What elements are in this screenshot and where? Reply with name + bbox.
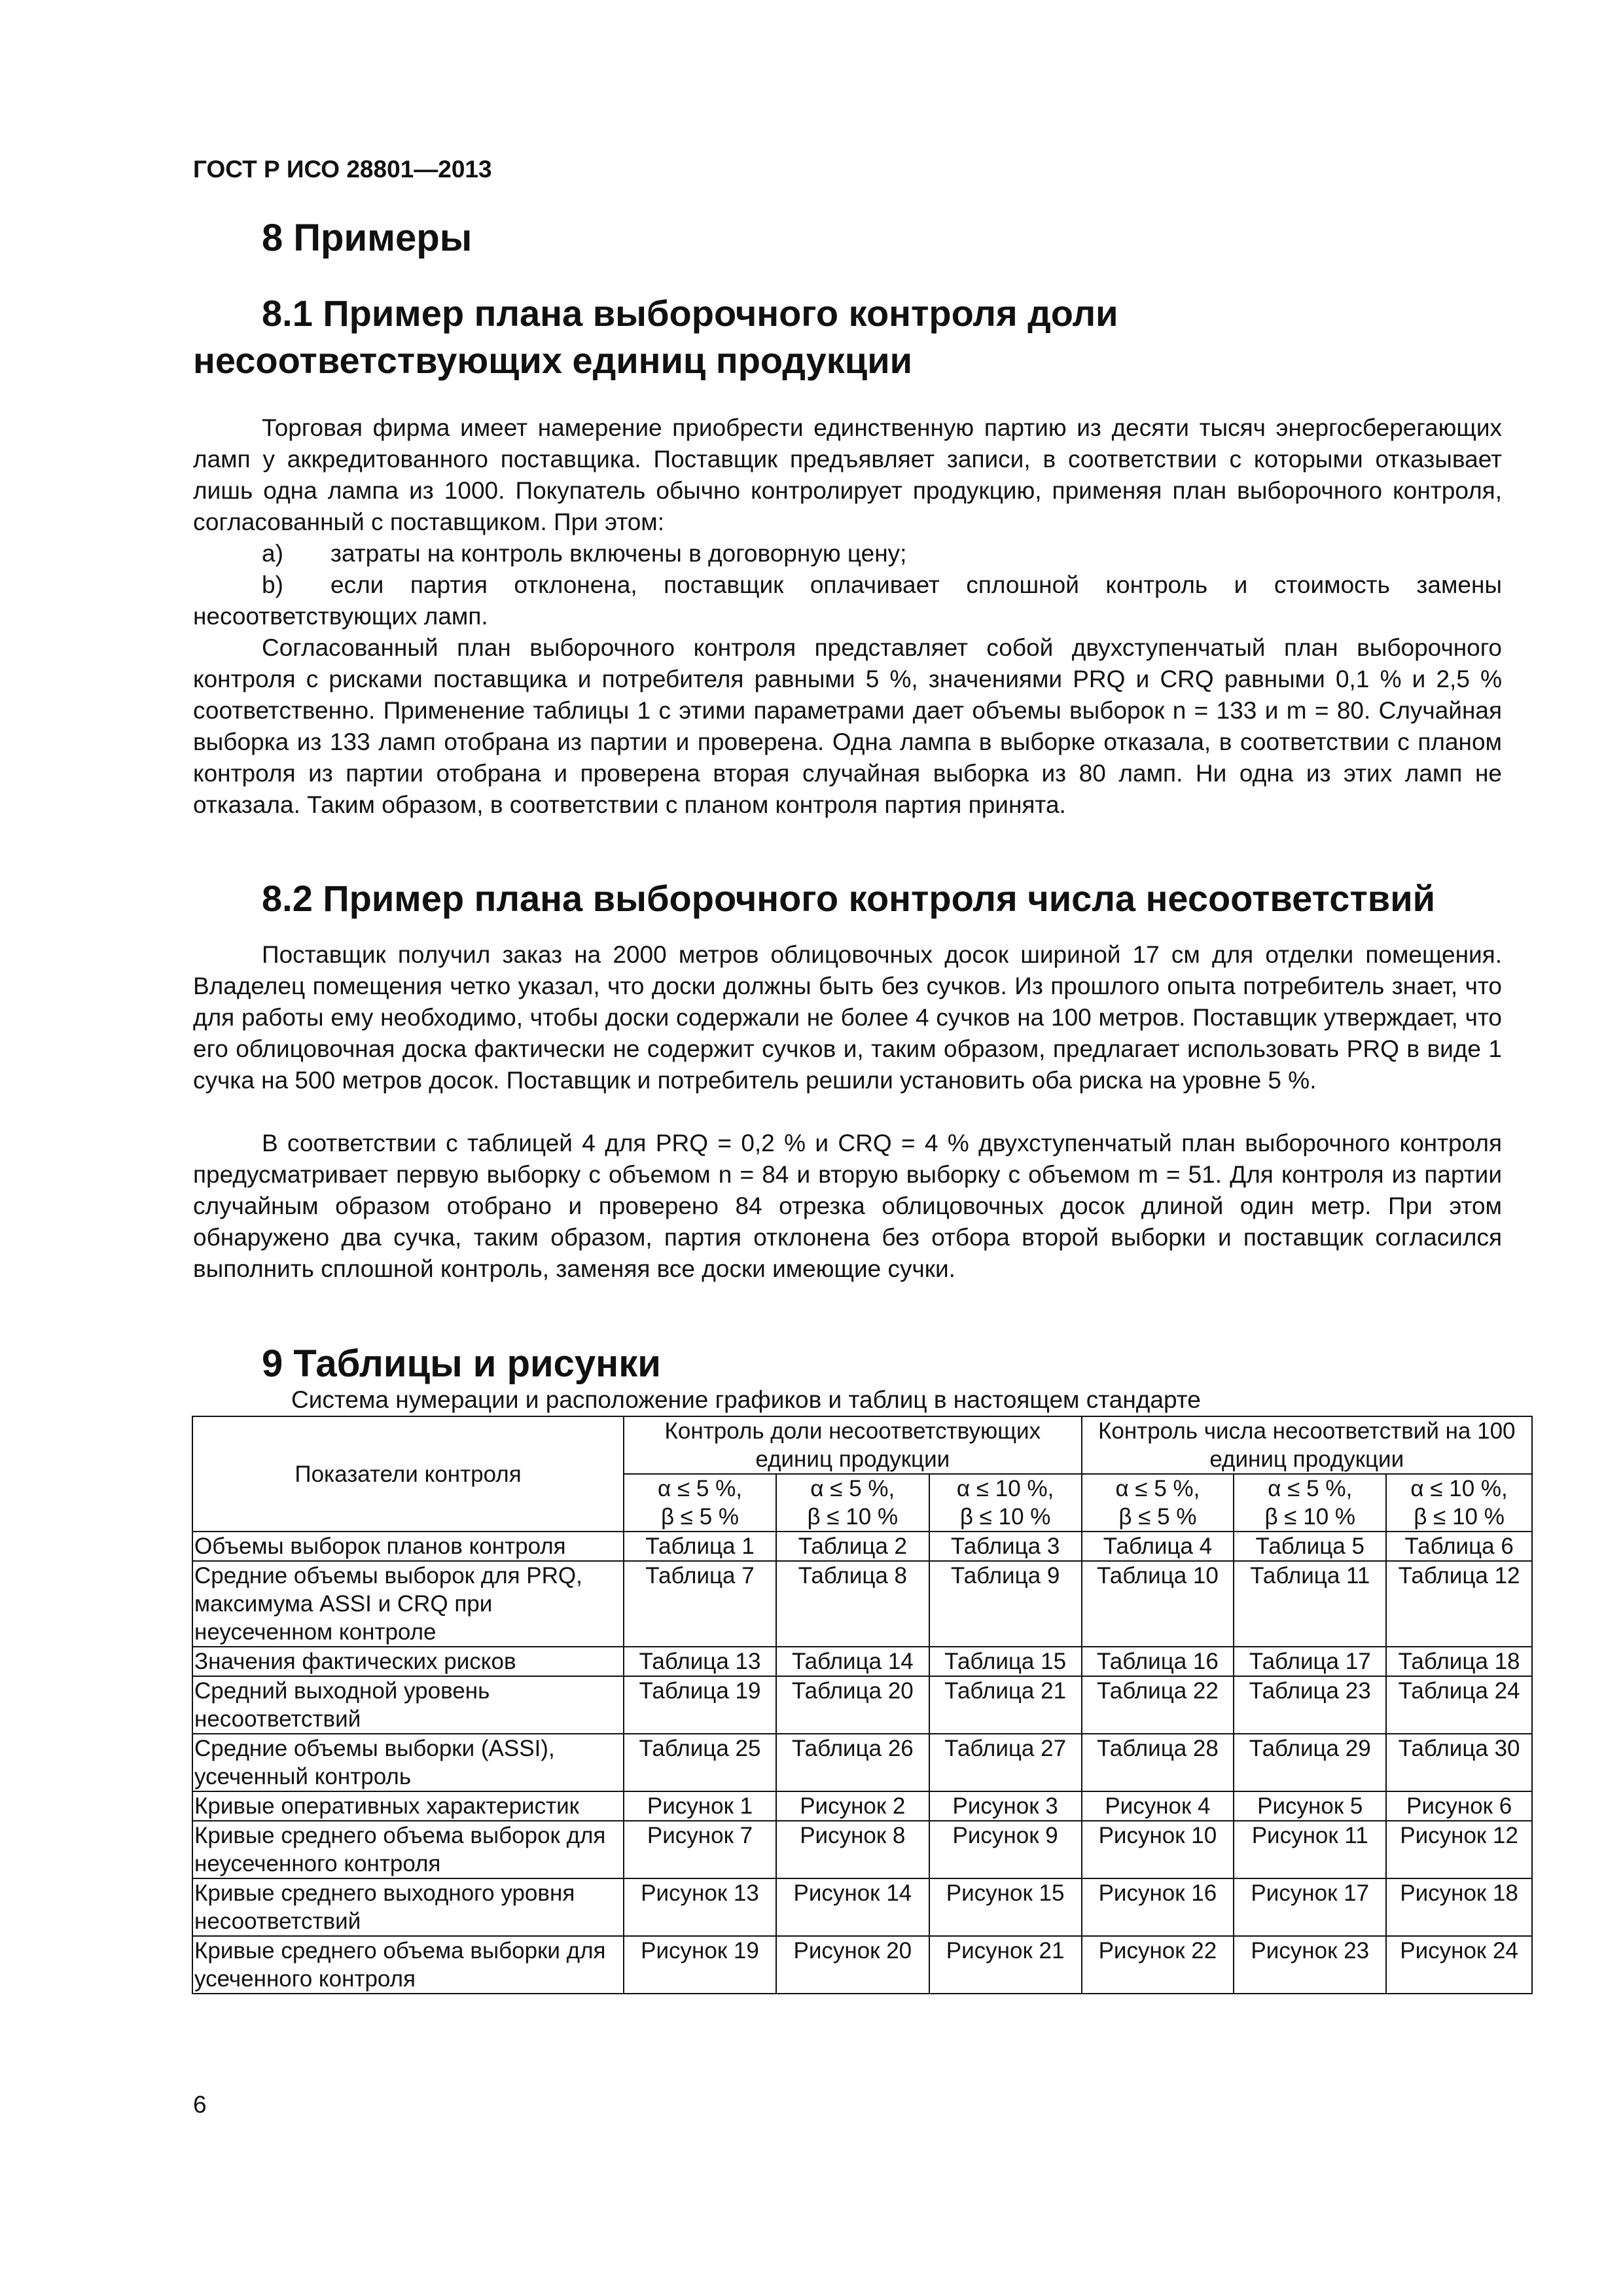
- table-cell: Таблица 18: [1386, 1647, 1532, 1676]
- table-cell: Таблица 29: [1234, 1734, 1386, 1791]
- table-cell: Рисунок 20: [776, 1936, 929, 1994]
- list-text-a: затраты на контроль включены в договорную цену;: [330, 540, 907, 567]
- table-cell: Рисунок 17: [1234, 1878, 1386, 1936]
- section-8-2-heading: 8.2 Пример плана выборочного контроля числа несоответствий: [262, 878, 1436, 919]
- risk-col-4: α ≤ 5 %, β ≤ 5 %: [1082, 1474, 1234, 1532]
- risk-col-2: α ≤ 5 %, β ≤ 10 %: [776, 1474, 929, 1532]
- section-8-2-paragraph-2: В соответствии с таблицей 4 для PRQ = 0,2 % и CRQ = 4 % двухступенчатый план выборочного контроля предусматривает первую выборку с объемом n = 84 и вторую выборку с объемом m = 51. Для контроля из партии случайным образом отобрано и проверено 84 отрезка облицовочных досок длиной один метр. При этом обнаружено два сучка, таким образом, партия отклонена без отбора второй выборки и поставщик согласился выполнить сплошной контроль, заменяя все доски имеющие сучки.: [193, 1130, 1502, 1282]
- running-head: ГОСТ Р ИСО 28801—2013: [193, 156, 492, 183]
- table-cell: Таблица 2: [776, 1532, 929, 1561]
- table-cell: Рисунок 4: [1082, 1791, 1234, 1821]
- table-caption: Система нумерации и расположение графиков и таблиц в настоящем стандарте: [291, 1386, 1201, 1413]
- risk-col-3: α ≤ 10 %, β ≤ 10 %: [929, 1474, 1082, 1532]
- table-cell: Рисунок 11: [1234, 1821, 1386, 1878]
- row-label: Средний выходной уровень несоответствий: [192, 1676, 624, 1734]
- section-8-1-heading: 8.1 Пример плана выборочного контроля доли несоответствующих единиц продукции: [193, 293, 1118, 381]
- section-8-1-paragraph-2: Согласованный план выборочного контроля представляет собой двухступенчатый план выборочного контроля с рисками поставщика и потребителя равными 5 %, значениями PRQ и CRQ равными 0,1 % и 2,5 % соответственно. Применение таблицы 1 с этими параметрами дает объемы выборок n = 133 и m = 80. Случайная выборка из 133 ламп отобрана из партии и проверена. Одна лампа в выборке отказала, в соответствии с планом контроля из партии отобрана и проверена вторая случайная выборка из 80 ламп. Ни одна из этих ламп не отказала. Таким образом, в соответствии с планом контроля партия принята.: [193, 634, 1502, 818]
- risk-col-1: α ≤ 5 %, β ≤ 5 %: [624, 1474, 776, 1532]
- table-row: [192, 1647, 1532, 1676]
- table-cell: Таблица 24: [1386, 1676, 1532, 1734]
- table-row: [192, 1532, 1532, 1561]
- table-row: [192, 1561, 1532, 1647]
- table-cell: Рисунок 22: [1082, 1936, 1234, 1994]
- table-cell: Таблица 1: [624, 1532, 776, 1561]
- table-cell: Рисунок 8: [776, 1821, 929, 1878]
- table-cell: Рисунок 2: [776, 1791, 929, 1821]
- table-body: [192, 1532, 1532, 1994]
- table-cell: Рисунок 5: [1234, 1791, 1386, 1821]
- table-cell: Таблица 8: [776, 1561, 929, 1647]
- table-row: [192, 1676, 1532, 1734]
- table-cell: Рисунок 3: [929, 1791, 1082, 1821]
- table-cell: Таблица 3: [929, 1532, 1082, 1561]
- table-cell: Рисунок 15: [929, 1878, 1082, 1936]
- row-label: Кривые среднего объема выборок для неусеченного контроля: [192, 1821, 624, 1878]
- table-cell: Рисунок 6: [1386, 1791, 1532, 1821]
- row-label: Кривые оперативных характеристик: [192, 1791, 624, 1821]
- list-text-b: если партия отклонена, поставщик оплачивает сплошной контроль и стоимость замены несоответствующих ламп.: [193, 571, 1502, 630]
- table-cell: Таблица 5: [1234, 1532, 1386, 1561]
- table-cell: Рисунок 23: [1234, 1936, 1386, 1994]
- table-cell: Таблица 14: [776, 1647, 929, 1676]
- table-row: [192, 1821, 1532, 1878]
- table-cell: Таблица 12: [1386, 1561, 1532, 1647]
- table-cell: Таблица 23: [1234, 1676, 1386, 1734]
- table-cell: Таблица 27: [929, 1734, 1082, 1791]
- table-cell: Таблица 20: [776, 1676, 929, 1734]
- table-cell: Рисунок 24: [1386, 1936, 1532, 1994]
- table-cell: Таблица 16: [1082, 1647, 1234, 1676]
- row-label: Средние объемы выборок для PRQ, максимума ASSI и CRQ при неусеченном контроле: [192, 1561, 624, 1647]
- table-cell: Рисунок 1: [624, 1791, 776, 1821]
- list-item-a: [193, 538, 1502, 569]
- table-cell: Таблица 21: [929, 1676, 1082, 1734]
- table-cell: Рисунок 18: [1386, 1878, 1532, 1936]
- table-cell: Таблица 10: [1082, 1561, 1234, 1647]
- row-label: Объемы выборок планов контроля: [192, 1532, 624, 1561]
- risk-col-5: α ≤ 5 %, β ≤ 10 %: [1234, 1474, 1386, 1532]
- table-cell: Таблица 15: [929, 1647, 1082, 1676]
- table-row: [192, 1734, 1532, 1791]
- table-cell: Рисунок 14: [776, 1878, 929, 1936]
- table-row: [192, 1791, 1532, 1821]
- table-cell: Рисунок 10: [1082, 1821, 1234, 1878]
- table-cell: Рисунок 7: [624, 1821, 776, 1878]
- table-cell: Таблица 4: [1082, 1532, 1234, 1561]
- table-cell: Рисунок 16: [1082, 1878, 1234, 1936]
- table-cell: Таблица 9: [929, 1561, 1082, 1647]
- row-label: Кривые среднего выходного уровня несоответствий: [192, 1878, 624, 1936]
- table-cell: Таблица 13: [624, 1647, 776, 1676]
- section-8-2-paragraph-1: Поставщик получил заказ на 2000 метров облицовочных досок шириной 17 см для отделки помещения. Владелец помещения четко указал, что доски должны быть без сучков. Из прошлого опыта потребитель знает, что для работы ему необходимо, чтобы доски содержали не более 4 сучков на 100 метров. Поставщик утверждает, что его облицовочная доска фактически не содержит сучков и, таким образом, предлагает использовать PRQ в виде 1 сучка на 500 метров досок. Поставщик и потребитель решили установить оба риска на уровне 5 %.: [193, 941, 1502, 1094]
- table-cell: Таблица 25: [624, 1734, 776, 1791]
- section-8-heading: 8 Примеры: [262, 217, 473, 259]
- section-8-1-paragraph-1: Торговая фирма имеет намерение приобрести единственную партию из десяти тысяч энергосберегающих ламп у аккредитованного поставщика. Поставщик предъявляет записи, в соответствии с которыми отказывает лишь одна лампа из 1000. Покупатель обычно контролирует продукцию, применяя план выборочного контроля, согласованный с поставщиком. При этом:: [193, 414, 1502, 535]
- page-number: 6: [193, 2091, 207, 2118]
- table-cell: Таблица 22: [1082, 1676, 1234, 1734]
- list-marker-b: b): [262, 571, 283, 598]
- table-cell: Таблица 11: [1234, 1561, 1386, 1647]
- list-marker-a: a): [262, 540, 283, 567]
- table-header: [192, 1416, 1532, 1532]
- row-label: Значения фактических рисков: [192, 1647, 624, 1676]
- section-9-heading: 9 Таблицы и рисунки: [262, 1342, 661, 1385]
- table-row: [192, 1936, 1532, 1994]
- table-cell: Рисунок 12: [1386, 1821, 1532, 1878]
- table-cell: Таблица 30: [1386, 1734, 1532, 1791]
- table-cell: Таблица 19: [624, 1676, 776, 1734]
- table-cell: Рисунок 21: [929, 1936, 1082, 1994]
- header-group-proportion: Контроль доли несоответствующих единиц продукции: [624, 1416, 1081, 1474]
- table-cell: Рисунок 9: [929, 1821, 1082, 1878]
- table-cell: Таблица 28: [1082, 1734, 1234, 1791]
- header-group-nonconformities: Контроль числа несоответствий на 100 единиц продукции: [1082, 1416, 1532, 1474]
- table-cell: Таблица 7: [624, 1561, 776, 1647]
- table-cell: Рисунок 13: [624, 1878, 776, 1936]
- table-cell: Таблица 6: [1386, 1532, 1532, 1561]
- table-cell: Таблица 26: [776, 1734, 929, 1791]
- table-row: [192, 1878, 1532, 1936]
- table-cell: Рисунок 19: [624, 1936, 776, 1994]
- table-cell: Таблица 17: [1234, 1647, 1386, 1676]
- header-corner: Показатели контроля: [192, 1416, 624, 1532]
- risk-col-6: α ≤ 10 %, β ≤ 10 %: [1386, 1474, 1532, 1532]
- row-label: Кривые среднего объема выборки для усеченного контроля: [192, 1936, 624, 1994]
- row-label: Средние объемы выборки (ASSI), усеченный контроль: [192, 1734, 624, 1791]
- numbering-table: [192, 1416, 1533, 1994]
- list-item-b: [193, 569, 1502, 632]
